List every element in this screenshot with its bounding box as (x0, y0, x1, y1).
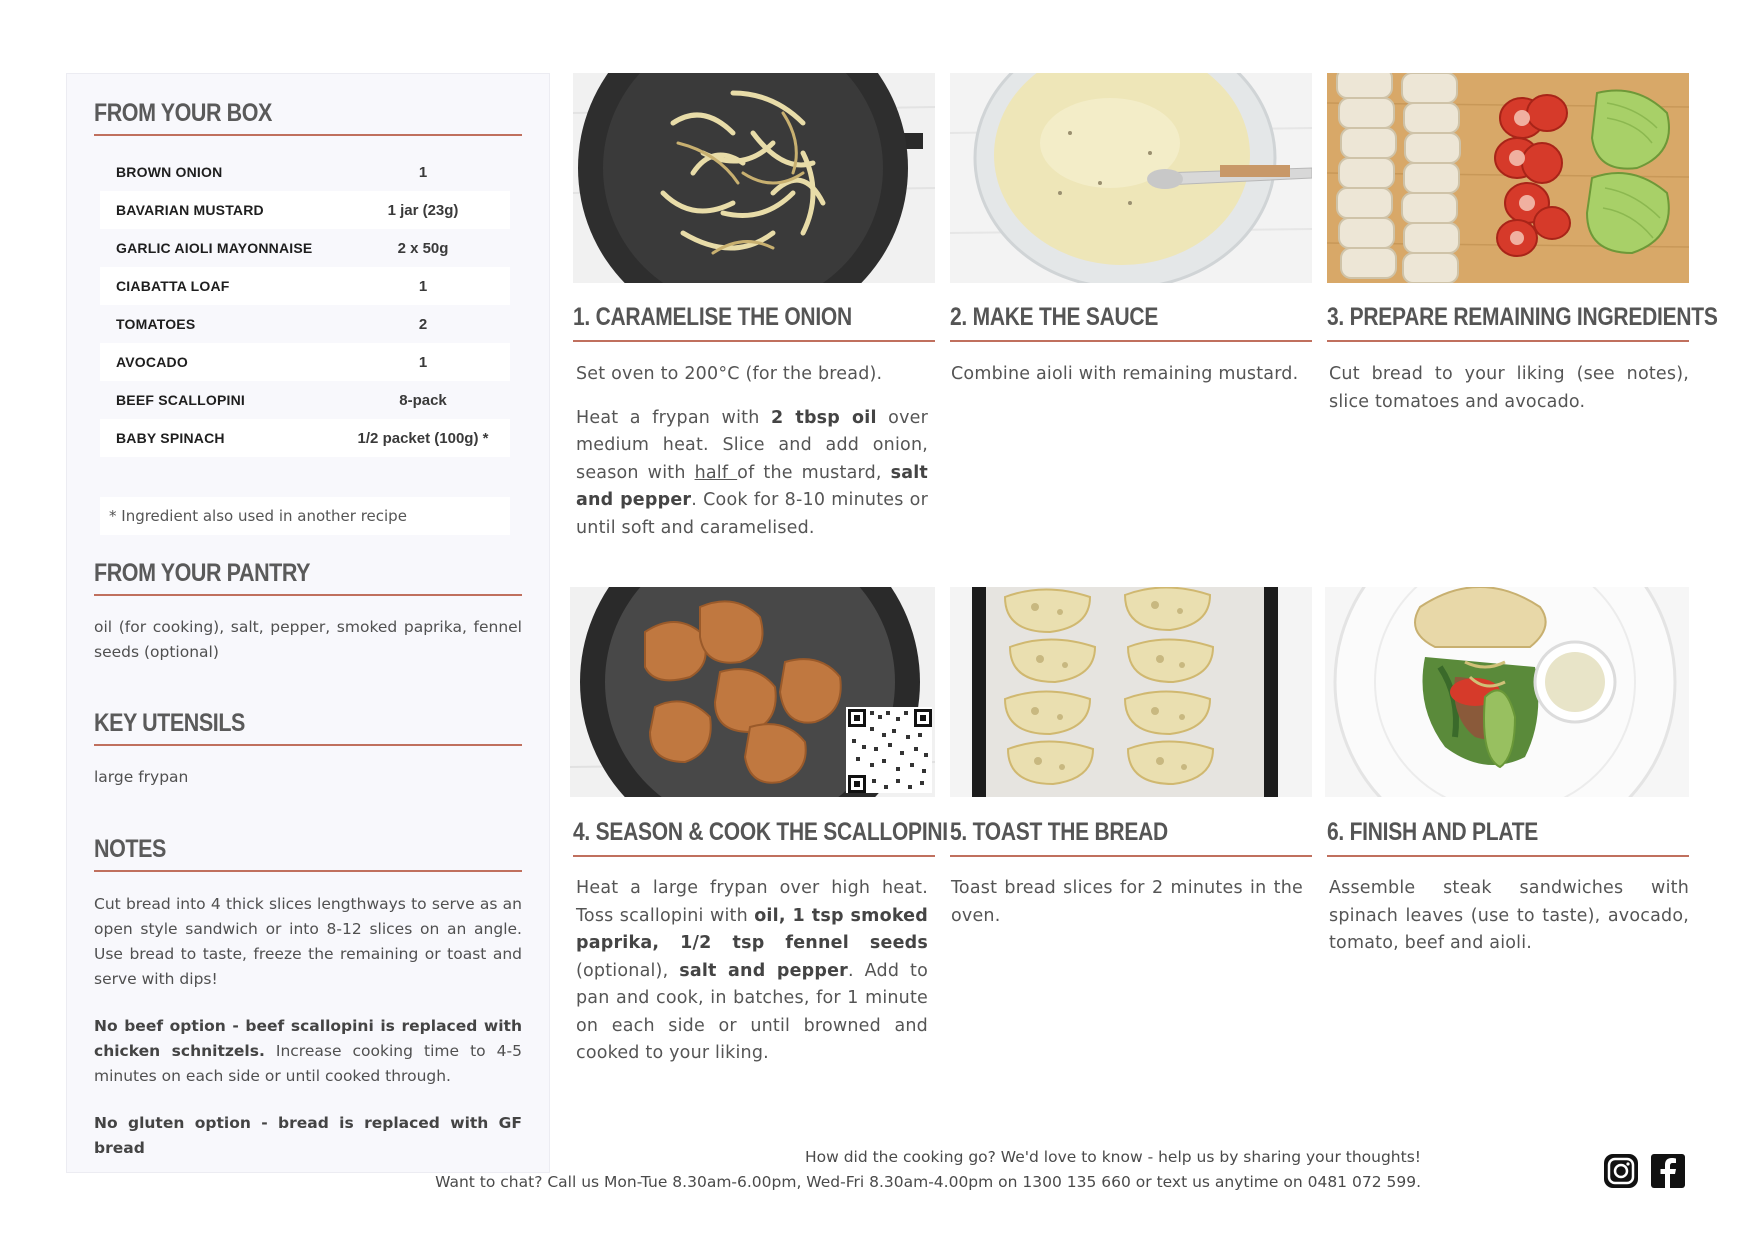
step-6-rule (1327, 855, 1689, 857)
step-3-text: Cut bread to your liking (see notes), slice tomatoes and avocado. (1329, 364, 1689, 412)
step-4-text (576, 875, 928, 1068)
ingredient-footnote: * Ingredient also used in another recipe (100, 497, 510, 535)
ingredient-row (100, 305, 510, 343)
step-5-text: Toast bread slices for 2 minutes in the oven. (951, 878, 1303, 926)
step-4-photo (570, 587, 935, 797)
ingredient-name: CIABATTA LOAF (116, 278, 230, 294)
step-6-title: 6. FINISH AND PLATE (1327, 818, 1539, 846)
ingredient-qty: 1 (418, 163, 428, 181)
ingredient-row (100, 229, 510, 267)
ingredient-row (100, 381, 510, 419)
text-span: . Cook for 8-10 minutes or until soft and caramelised. (576, 490, 928, 538)
note-bold: No beef option - beef scallopini is replaced with chicken schnitzels. (94, 1017, 522, 1060)
from-box-title: FROM YOUR BOX (94, 99, 272, 127)
ingredient-name: BEEF SCALLOPINI (116, 392, 246, 408)
step-5-photo (950, 587, 1312, 797)
note-paragraph: Cut bread into 4 thick slices lengthways to serve as an open style sandwich or into 8-12 slices on an angle. Use bread to taste, freeze the remaining or toast and serve with dips! (94, 895, 522, 988)
step-5-rule (950, 855, 1312, 857)
step-1-paragraph: Set oven to 200°C (for the bread). (576, 364, 883, 384)
ingredient-qty: 1 (418, 277, 428, 295)
ingredient-table (100, 153, 510, 457)
bold-span: salt and pepper (679, 960, 848, 981)
ingredient-name: BAVARIAN MUSTARD (116, 202, 264, 218)
ingredient-qty: 8-pack (399, 391, 447, 409)
bold-span: salt and pepper (576, 462, 928, 510)
step-5-title: 5. TOAST THE BREAD (950, 818, 1168, 846)
ingredient-name: BABY SPINACH (116, 430, 225, 446)
step-6-photo (1325, 587, 1689, 797)
text-span: of the mustard, (737, 462, 891, 483)
utensils-text: large frypan (94, 768, 189, 786)
step-2-title: 2. MAKE THE SAUCE (950, 303, 1159, 331)
step-1-title: 1. CARAMELISE THE ONION (573, 303, 852, 331)
text-span: . Add to pan and cook, in batches, for 1 minute on each side or until browned and cooked to your liking. (576, 960, 928, 1063)
step-3-photo (1327, 73, 1689, 283)
step-1-paragraph (576, 405, 928, 543)
ingredient-row (100, 343, 510, 381)
ingredient-qty: 2 x 50g (397, 239, 449, 257)
step-3-rule (1327, 340, 1689, 342)
ingredient-qty: 1 (418, 353, 428, 371)
text-span: Heat a large frypan over high heat. Toss scallopini with (576, 878, 928, 926)
facebook-icon[interactable] (1649, 1152, 1687, 1190)
ingredient-row (100, 419, 510, 457)
underline-span: half (694, 462, 738, 483)
ingredient-row (100, 267, 510, 305)
footer-feedback: How did the cooking go? We'd love to know - help us by sharing your thoughts! (804, 1148, 1421, 1166)
ingredient-name: BROWN ONION (116, 164, 223, 180)
notes-text (94, 892, 522, 1183)
pantry-title: FROM YOUR PANTRY (94, 559, 311, 587)
step-1-rule (573, 340, 935, 342)
text-span: over medium heat. Slice and add onion, season with (576, 407, 928, 483)
ingredient-qty: 1 jar (23g) (387, 201, 459, 219)
utensils-rule (94, 744, 522, 746)
step-1-text (576, 361, 928, 558)
step-6-text: Assemble steak sandwiches with spinach leaves (use to taste), avocado, tomato, beef and aioli. (1329, 878, 1689, 953)
ingredients-sidebar (66, 73, 550, 1173)
ingredient-name: TOMATOES (116, 316, 196, 332)
step-1-photo (573, 73, 935, 283)
step-4-rule (573, 855, 935, 857)
step-2-text: Combine aioli with remaining mustard. (951, 364, 1299, 384)
pantry-rule (94, 594, 522, 596)
ingredient-name: GARLIC AIOLI MAYONNAISE (116, 240, 313, 256)
step-2-rule (950, 340, 1312, 342)
from-box-rule (94, 134, 522, 136)
step-2-photo (950, 73, 1312, 283)
pantry-text: oil (for cooking), salt, pepper, smoked paprika, fennel seeds (optional) (94, 618, 522, 661)
note-paragraph (94, 1014, 522, 1089)
footer-contact: Want to chat? Call us Mon-Tue 8.30am-6.00pm, Wed-Fri 8.30am-4.00pm on 1300 135 660 or text us anytime on 0481 072 599. (435, 1173, 1421, 1191)
notes-title: NOTES (94, 835, 166, 863)
notes-rule (94, 870, 522, 872)
note-rest: Increase cooking time to 4-5 minutes on each side or until cooked through. (94, 1042, 522, 1085)
note-paragraph (94, 1111, 522, 1161)
step-4-title: 4. SEASON & COOK THE SCALLOPINI (573, 818, 948, 846)
ingredient-qty: 1/2 packet (100g) * (357, 429, 489, 447)
instagram-icon[interactable] (1602, 1152, 1640, 1190)
note-bold: No gluten option - bread is replaced with GF bread (94, 1114, 522, 1157)
step-3-title: 3. PREPARE REMAINING INGREDIENTS (1327, 303, 1718, 331)
text-span: Heat a frypan with (576, 407, 771, 428)
bold-span: 2 tbsp oil (770, 407, 877, 428)
utensils-title: KEY UTENSILS (94, 709, 245, 737)
ingredient-row (100, 191, 510, 229)
text-span: (optional), (576, 960, 680, 981)
ingredient-name: AVOCADO (116, 354, 188, 370)
ingredient-row (100, 153, 510, 191)
ingredient-qty: 2 (418, 315, 428, 333)
bold-span: oil, 1 tsp smoked paprika, 1/2 tsp fennel seeds (576, 905, 928, 953)
